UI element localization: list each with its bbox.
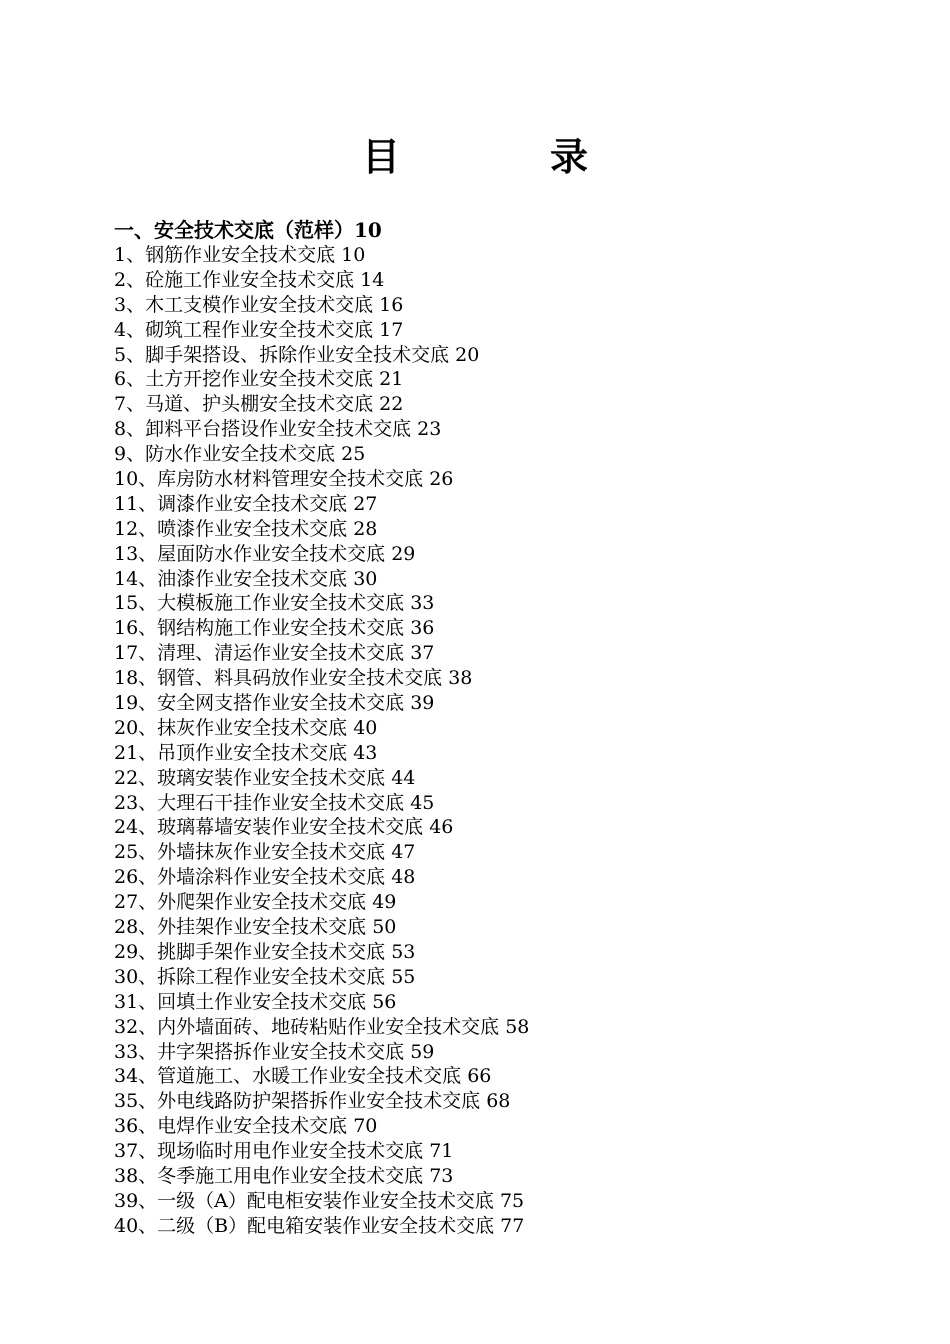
toc-item-26[interactable]: 26、外墙涂料作业安全技术交底 48 <box>114 866 416 889</box>
toc-item-40[interactable]: 40、二级（B）配电箱安装作业安全技术交底 77 <box>114 1214 525 1237</box>
toc-item-24[interactable]: 24、玻璃幕墙安装作业安全技术交底 46 <box>114 816 454 839</box>
toc-item-25[interactable]: 25、外墙抹灰作业安全技术交底 47 <box>114 841 416 864</box>
toc-item-32[interactable]: 32、内外墙面砖、地砖粘贴作业安全技术交底 58 <box>114 1015 530 1038</box>
toc-item-30[interactable]: 30、拆除工程作业安全技术交底 55 <box>114 965 416 988</box>
toc-item-36[interactable]: 36、电焊作业安全技术交底 70 <box>114 1115 378 1138</box>
toc-section-heading[interactable]: 一、安全技术交底（范样）10 <box>114 218 382 242</box>
toc-item-5[interactable]: 5、脚手架搭设、拆除作业安全技术交底 20 <box>114 343 480 366</box>
toc-item-2[interactable]: 2、砼施工作业安全技术交底 14 <box>114 268 385 291</box>
toc-item-14[interactable]: 14、油漆作业安全技术交底 30 <box>114 567 378 590</box>
toc-item-19[interactable]: 19、安全网支搭作业安全技术交底 39 <box>114 692 435 715</box>
toc-item-4[interactable]: 4、砌筑工程作业安全技术交底 17 <box>114 318 404 341</box>
toc-item-9[interactable]: 9、防水作业安全技术交底 25 <box>114 443 366 466</box>
toc-item-6[interactable]: 6、土方开挖作业安全技术交底 21 <box>114 368 404 391</box>
toc-item-39[interactable]: 39、一级（A）配电柜安装作业安全技术交底 75 <box>114 1189 525 1212</box>
toc-item-27[interactable]: 27、外爬架作业安全技术交底 49 <box>114 891 397 914</box>
toc-item-13[interactable]: 13、屋面防水作业安全技术交底 29 <box>114 542 416 565</box>
toc-item-20[interactable]: 20、抹灰作业安全技术交底 40 <box>114 716 378 739</box>
toc-item-33[interactable]: 33、井字架搭拆作业安全技术交底 59 <box>114 1040 435 1063</box>
toc-item-8[interactable]: 8、卸料平台搭设作业安全技术交底 23 <box>114 418 442 441</box>
toc-item-23[interactable]: 23、大理石干挂作业安全技术交底 45 <box>114 791 435 814</box>
toc-item-7[interactable]: 7、马道、护头棚安全技术交底 22 <box>114 393 404 416</box>
toc-item-11[interactable]: 11、调漆作业安全技术交底 27 <box>114 492 378 515</box>
toc-item-1[interactable]: 1、钢筋作业安全技术交底 10 <box>114 244 366 266</box>
toc-item-12[interactable]: 12、喷漆作业安全技术交底 28 <box>114 517 378 540</box>
toc-item-17[interactable]: 17、清理、清运作业安全技术交底 37 <box>114 642 435 665</box>
toc-item-31[interactable]: 31、回填土作业安全技术交底 56 <box>114 990 397 1013</box>
toc-item-38[interactable]: 38、冬季施工用电作业安全技术交底 73 <box>114 1164 454 1187</box>
toc-item-34[interactable]: 34、管道施工、水暖工作业安全技术交底 66 <box>114 1065 492 1088</box>
toc-item-35[interactable]: 35、外电线路防护架搭拆作业安全技术交底 68 <box>114 1090 511 1113</box>
toc-item-18[interactable]: 18、钢管、料具码放作业安全技术交底 38 <box>114 667 473 690</box>
toc-item-15[interactable]: 15、大模板施工作业安全技术交底 33 <box>114 592 435 615</box>
table-of-contents <box>114 218 874 1239</box>
toc-item-3[interactable]: 3、木工支模作业安全技术交底 16 <box>114 293 404 316</box>
toc-item-10[interactable]: 10、库房防水材料管理安全技术交底 26 <box>114 468 454 491</box>
toc-item-21[interactable]: 21、吊顶作业安全技术交底 43 <box>114 741 378 764</box>
toc-item-16[interactable]: 16、钢结构施工作业安全技术交底 36 <box>114 617 435 640</box>
toc-item-22[interactable]: 22、玻璃安装作业安全技术交底 44 <box>114 766 416 789</box>
toc-item-29[interactable]: 29、挑脚手架作业安全技术交底 53 <box>114 940 416 963</box>
toc-item-28[interactable]: 28、外挂架作业安全技术交底 50 <box>114 916 397 939</box>
page-title: 目 录 <box>361 134 644 179</box>
toc-item-37[interactable]: 37、现场临时用电作业安全技术交底 71 <box>114 1140 454 1163</box>
